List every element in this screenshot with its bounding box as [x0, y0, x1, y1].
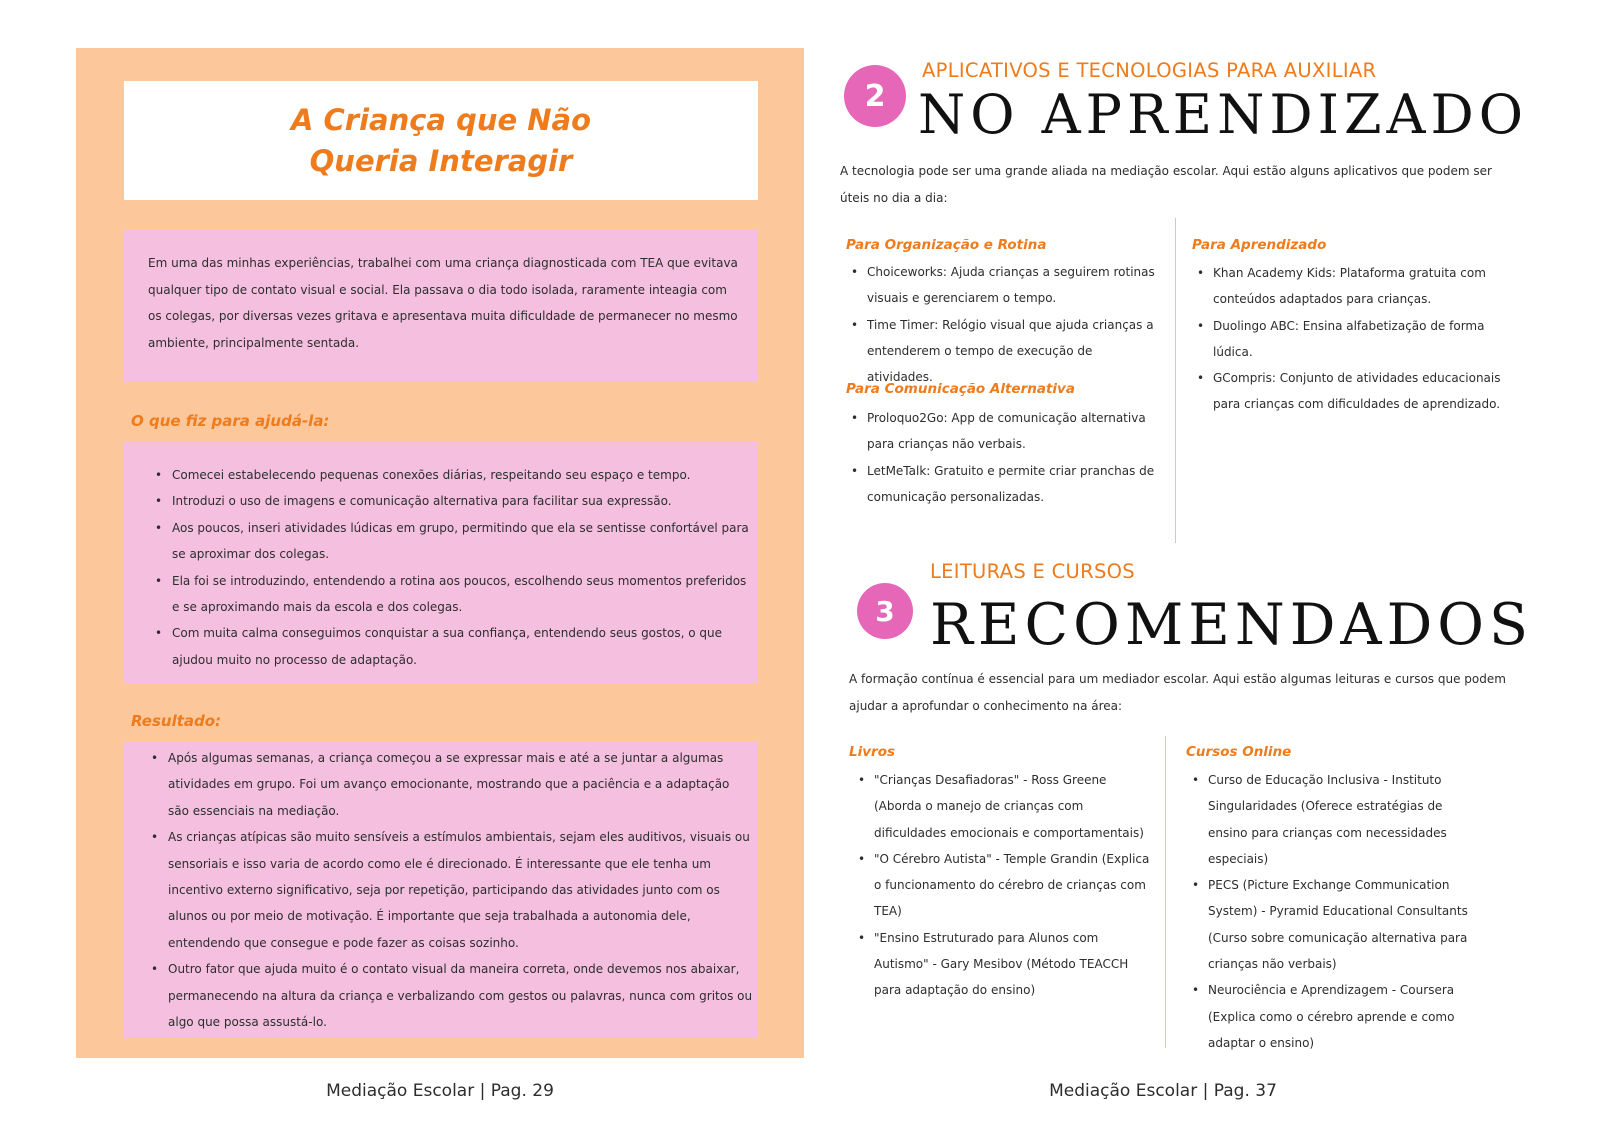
heading-livros: Livros — [849, 744, 895, 760]
list-item: • Neurociência e Aprendizagem - Coursera (Explica como o cérebro aprende e como adaptar o ensino) — [1208, 977, 1483, 1056]
heading-comunicacao-alternativa: Para Comunicação Alternativa — [846, 381, 1075, 397]
intro-box — [124, 230, 758, 382]
list-item: • Time Timer: Relógio visual que ajuda crianças a entenderem o tempo de execução de atividades. — [867, 312, 1157, 391]
footer-page-29: Mediação Escolar | Pag. 29 — [326, 1081, 554, 1101]
section-3-number-badge: 3 — [857, 583, 913, 639]
section-3-subtitle: LEITURAS E CURSOS — [930, 560, 1135, 583]
intro-paragraph: Em uma das minhas experiências, trabalhei com uma criança diagnosticada com TEA que evitava qualquer tipo de contato visual e social. Ela passava o dia todo isolada, raramente inteagia com os colegas, por diversas vezes gritava e apresentava muita dificuldade de permanecer no mesmo ambiente, principalmente sentada. — [148, 256, 738, 350]
list-comunicacao-alternativa — [847, 405, 1157, 510]
section-3-intro: A formação contínua é essencial para um mediador escolar. Aqui estão algumas leituras e cursos que podem ajudar a aprofundar o conhecimento na área: — [849, 672, 1506, 713]
title-box — [124, 81, 758, 200]
help-list — [124, 462, 754, 673]
help-heading: O que fiz para ajudá-la: — [131, 412, 330, 430]
list-item: • Proloquo2Go: App de comunicação alternativa para crianças não verbais. — [867, 405, 1157, 458]
heading-cursos-online: Cursos Online — [1186, 744, 1292, 760]
result-heading: Resultado: — [131, 712, 222, 730]
list-item: • PECS (Picture Exchange Communication System) - Pyramid Educational Consultants (Curso sobre comunicação alternativa para crianças não verbais) — [1208, 872, 1483, 977]
help-box — [124, 442, 758, 683]
footer-page-37: Mediação Escolar | Pag. 37 — [1049, 1081, 1277, 1101]
list-item: • Duolingo ABC: Ensina alfabetização de forma lúdica. — [1213, 313, 1503, 366]
section-2-subtitle: APLICATIVOS E TECNOLOGIAS PARA AUXILIAR — [922, 59, 1377, 82]
section-2-intro: A tecnologia pode ser uma grande aliada na mediação escolar. Aqui estão alguns aplicativos que podem ser úteis no dia a dia: — [840, 164, 1492, 205]
result-list — [124, 745, 754, 1035]
list-item: • Aos poucos, inseri atividades lúdicas em grupo, permitindo que ela se sentisse confortável para se aproximar dos colegas. — [172, 515, 754, 568]
list-aprendizado — [1193, 260, 1503, 418]
list-item: • Ela foi se introduzindo, entendendo a rotina aos poucos, escolhendo seus momentos preferidos e se aproximando mais da escola e dos colegas. — [172, 568, 754, 621]
section-3-title: RECOMENDADOS — [930, 592, 1534, 658]
title-line-2: Queria Interagir — [309, 143, 573, 178]
list-item: • Introduzi o uso de imagens e comunicação alternativa para facilitar sua expressão. — [172, 488, 754, 514]
list-organizacao-rotina — [847, 259, 1157, 390]
section-2-title: NO APRENDIZADO — [918, 83, 1529, 146]
list-item: • "Ensino Estruturado para Alunos com Autismo" - Gary Mesibov (Método TEACCH para adaptação do ensino) — [874, 925, 1154, 1004]
list-item: • Khan Academy Kids: Plataforma gratuita com conteúdos adaptados para crianças. — [1213, 260, 1503, 313]
list-item: • Curso de Educação Inclusiva - Instituto Singularidades (Oferece estratégias de ensino para crianças com necessidades especiais) — [1208, 767, 1483, 872]
list-livros — [854, 767, 1154, 1004]
page-title — [271, 100, 611, 182]
list-item: • LetMeTalk: Gratuito e permite criar pranchas de comunicação personalizadas. — [867, 458, 1157, 511]
heading-aprendizado: Para Aprendizado — [1192, 237, 1327, 253]
list-cursos-online — [1188, 767, 1483, 1056]
list-item: • Choiceworks: Ajuda crianças a seguirem rotinas visuais e gerenciarem o tempo. — [867, 259, 1157, 312]
list-item: • As crianças atípicas são muito sensíveis a estímulos ambientais, sejam eles auditivos, visuais ou sensoriais e isso varia de acordo como ele é direcionado. É interessante que ele tenha um incentivo externo significativo, seja por repetição, participando das atividades junto com os alunos ou por meio de motivação. É importante que seja trabalhada a autonomia dele, entendendo que consegue e pode fazer as coisas sozinho. — [168, 824, 754, 956]
list-item: • GCompris: Conjunto de atividades educacionais para crianças com dificuldades de aprendizado. — [1213, 365, 1503, 418]
list-item: • Outro fator que ajuda muito é o contato visual da maneira correta, onde devemos nos abaixar, permanecendo na altura da criança e verbalizando com gestos ou palavras, nunca com gritos ou algo que possa assustá-lo. — [168, 956, 754, 1035]
list-item: • Com muita calma conseguimos conquistar a sua confiança, entendendo seus gostos, o que ajudou muito no processo de adaptação. — [172, 620, 754, 673]
title-line-1: A Criança que Não — [290, 102, 592, 137]
list-item: • "O Cérebro Autista" - Temple Grandin (Explica o funcionamento do cérebro de crianças com TEA) — [874, 846, 1154, 925]
list-item: • "Crianças Desafiadoras" - Ross Greene (Aborda o manejo de crianças com dificuldades emocionais e comportamentais) — [874, 767, 1154, 846]
list-item: • Comecei estabelecendo pequenas conexões diárias, respeitando seu espaço e tempo. — [172, 462, 754, 488]
page-29 — [76, 48, 804, 1058]
section-2-number-badge: 2 — [844, 65, 906, 127]
column-divider — [1175, 218, 1176, 543]
heading-organizacao-rotina: Para Organização e Rotina — [846, 237, 1047, 253]
list-item: • Após algumas semanas, a criança começou a se expressar mais e até a se juntar a algumas atividades em grupo. Foi um avanço emocionante, mostrando que a paciência e a adaptação são essenciais na mediação. — [168, 745, 754, 824]
column-divider — [1165, 736, 1166, 1048]
result-box — [124, 742, 758, 1038]
